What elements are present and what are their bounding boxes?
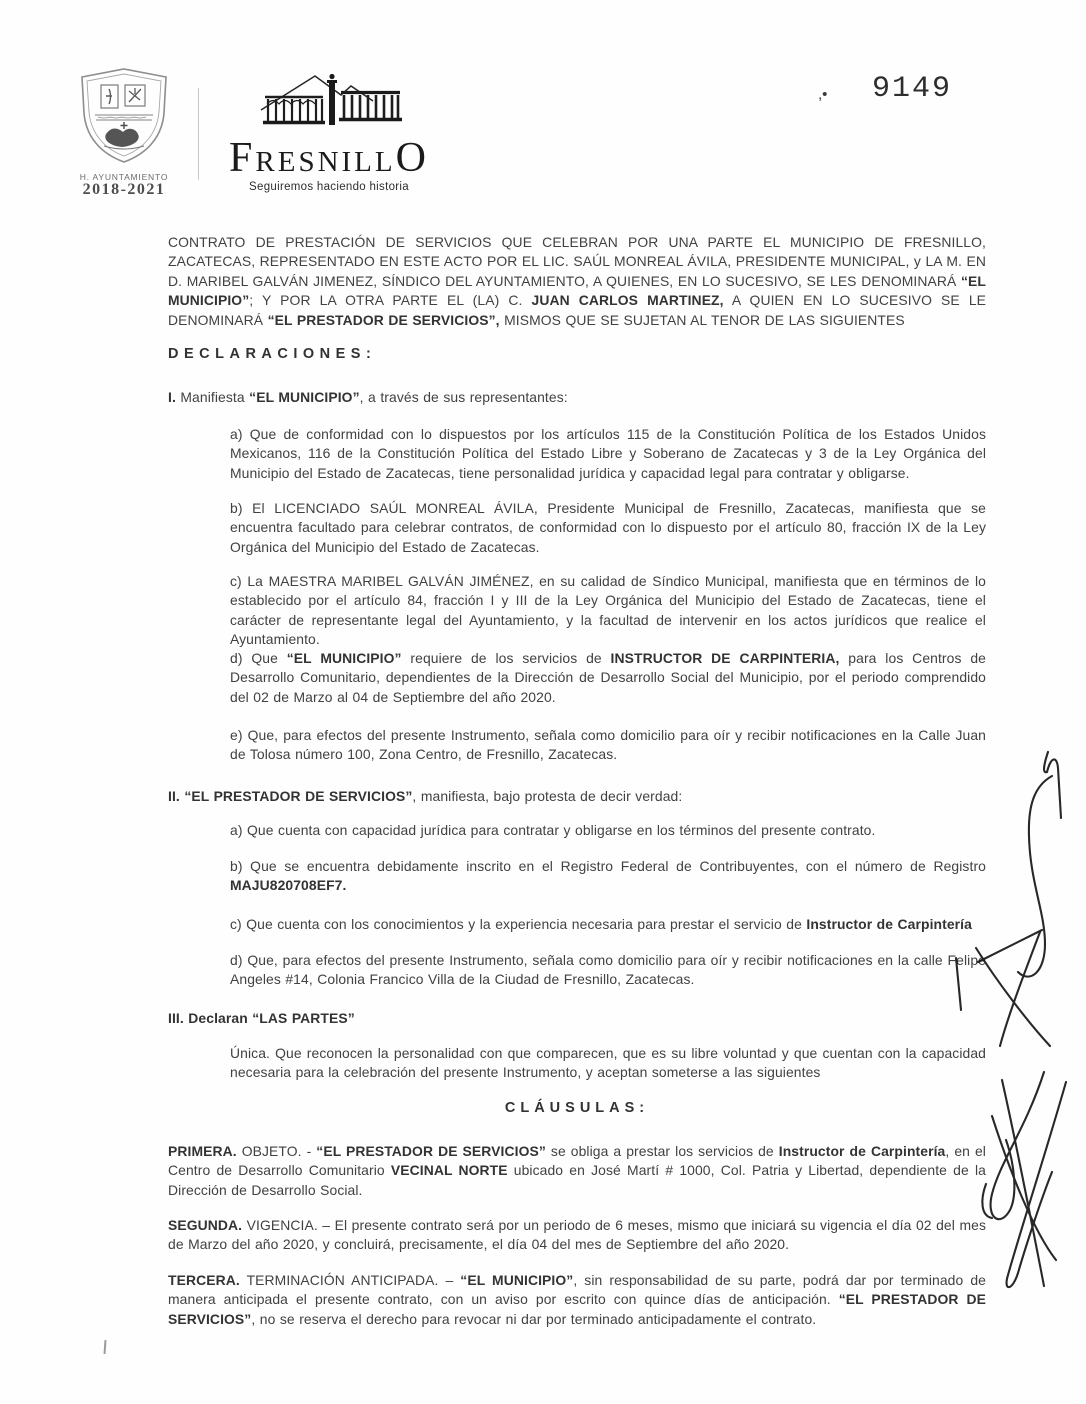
text-run: CONTRATO DE PRESTACIÓN DE SERVICIOS QUE CELEBRAN POR UNA PARTE EL MUNICIPIO DE FRESNILLO, ZACATECAS, REPRESENTADO EN ESTE ACTO POR EL LIC. SAÚL MONREAL ÁVILA, PRESIDENTE MUNICIPAL, y LA M. EN D. MARIBEL GALVÁN JIMENEZ, SÍNDICO DEL AYUNTAMIENTO, A QUIENES, EN LO SUCESIVO, SE LES DENOMINARÁ xyxy=(168,234,986,289)
text-run: Instructor de Carpintería xyxy=(806,916,972,932)
text-run: “EL MUNICIPIO” xyxy=(460,1272,574,1288)
logo-letter-o: O xyxy=(395,135,429,181)
text-run: “EL MUNICIPIO” xyxy=(286,650,402,666)
text-run: c) La MAESTRA MARIBEL GALVÁN JIMÉNEZ, en su calidad de Síndico Municipal, manifiesta que en términos de lo establecido por el artículo 84, fracción I y III de la Ley Orgánica del Municipio del Estado de Zacatecas, tiene el carácter de representante legal del Ayuntamiento, y la facultad de intervenir en los actos jurídicos que realice el Ayuntamiento. xyxy=(230,573,986,648)
text-run: requiere de los servicios de xyxy=(401,650,611,666)
text-run: VIGENCIA. – El presente contrato será por un periodo de 6 meses, mismo que iniciará su vigencia el día 02 del mes de Marzo del año 2020, y concluirá, precisamente, el día 04 del mes de Septiembre del año 2020. xyxy=(168,1217,986,1253)
text-run: b) Que se encuentra debidamente inscrito en el Registro Federal de Contribuyentes, con el número de Registro xyxy=(230,858,986,874)
section-i-heading xyxy=(168,388,986,407)
section-i-item-e xyxy=(230,726,986,765)
text-run: A QUIEN EN LO SUCESIVO SE LE DENOMINARÁ xyxy=(168,292,987,328)
text-run: para los Centros de Desarrollo Comunitario, dependientes de la Dirección de Desarrollo Social del Municipio, por el periodo comprendido del 02 de Marzo al 04 de Septiembre del año 2020. xyxy=(230,650,986,705)
text-run: “EL PRESTADOR DE SERVICIOS” xyxy=(168,1291,986,1327)
section-ii-item-d xyxy=(230,951,986,990)
section-iii-heading xyxy=(168,1009,986,1028)
text-run: MISMOS QUE SE SUJETAN AL TENOR DE LAS SIGUIENTES xyxy=(499,311,905,328)
text-run: OBJETO. - xyxy=(236,1143,317,1159)
header-divider xyxy=(198,88,199,180)
logo-wordmark xyxy=(220,137,438,179)
declaraciones-heading: DECLARACIONES: xyxy=(168,346,377,362)
clausula-tercera xyxy=(168,1271,986,1329)
section-i-item-a xyxy=(230,425,986,483)
text-run: “EL MUNICIPIO” xyxy=(168,272,986,309)
text-run: se obliga a prestar los servicios de xyxy=(545,1143,779,1159)
crest-years: 2018-2021 xyxy=(82,181,166,198)
text-run: TERMINACIÓN ANTICIPADA. – xyxy=(239,1272,461,1288)
text-run: ; Y POR LA OTRA PARTE EL (LA) C. xyxy=(249,292,532,309)
text-run: TERCERA. xyxy=(168,1272,240,1288)
intro-paragraph xyxy=(168,233,986,330)
text-run: , no se reserva el derecho para revocar ni dar por terminado anticipadamente el contrato. xyxy=(251,1310,817,1327)
text-run: INSTRUCTOR DE CARPINTERIA, xyxy=(610,650,840,666)
section-i-item-d xyxy=(230,649,986,707)
text-run: e) Que, para efectos del presente Instrumento, señala como domicilio para oír y recibir notificaciones en la Calle Juan de Tolosa número 100, Zona Centro, de Fresnillo, Zacatecas. xyxy=(230,727,986,763)
text-run: Instructor de Carpintería xyxy=(778,1143,946,1159)
clausula-primera xyxy=(168,1142,986,1200)
handwritten-signature-scribble xyxy=(948,732,1080,1347)
text-run: II. xyxy=(168,788,180,804)
clausula-segunda xyxy=(168,1216,986,1255)
text-run: MAJU820708EF7. xyxy=(230,877,347,894)
text-run: SEGUNDA. xyxy=(168,1217,243,1233)
text-run: d) Que, para efectos del presente Instrumento, señala como domicilio para oír y recibir notificaciones en la calle Felipe Angeles #14, Colonia Francico Villa de la Ciudad de Fresnillo, Zacatecas. xyxy=(230,952,986,988)
text-run: “EL MUNICIPIO” xyxy=(249,389,360,405)
section-ii-item-b xyxy=(230,857,986,896)
text-run: “EL PRESTADOR DE SERVICIOS”, xyxy=(267,311,500,328)
unica-paragraph xyxy=(230,1044,986,1083)
scan-artifact-mark xyxy=(104,1340,107,1354)
text-run: III. Declaran “LAS PARTES” xyxy=(168,1010,355,1026)
text-run: , manifiesta, bajo protesta de decir verdad: xyxy=(412,788,683,804)
text-run: d) Que xyxy=(230,650,287,666)
text-run: Única. Que reconocen la personalidad con que comparecen, que es su libre voluntad y que cuentan con la capacidad necesaria para la celebración del presente Instrumento, y aceptan someterse a las siguientes xyxy=(230,1045,986,1081)
logo-letter-f: F xyxy=(229,135,256,181)
municipal-coat-of-arms xyxy=(72,66,176,198)
text-run: a) Que cuenta con capacidad jurídica para contratar y obligarse en los términos del presente contrato. xyxy=(230,822,876,838)
coat-of-arms-shield-icon xyxy=(76,66,172,166)
section-ii-heading xyxy=(168,787,986,806)
section-ii-item-c xyxy=(230,915,986,934)
crest-caption: H. AYUNTAMIENTO xyxy=(79,172,169,182)
text-run: Manifiesta xyxy=(175,389,250,405)
text-run: VECINAL NORTE xyxy=(390,1162,508,1179)
section-ii-item-a xyxy=(230,821,986,840)
logo-tagline: Seguiremos haciendo historia xyxy=(249,181,409,193)
stamp-ink-mark: ,• xyxy=(818,86,828,103)
folio-stamp-number: 9149 xyxy=(872,72,953,106)
section-i-item-c xyxy=(230,572,986,650)
text-run: , sin responsabilidad de su parte, podrá dar por terminado de manera anticipada el presente contrato, con un aviso por escrito con quince días de anticipación. xyxy=(168,1272,986,1308)
logo-letters-mid: RESNILL xyxy=(255,146,396,178)
text-run: , en el Centro de Desarrollo Comunitario xyxy=(168,1143,986,1179)
text-run: a) Que de conformidad con lo dispuestos por los artículos 115 de la Constitución Política de los Estados Unidos Mexicanos, 116 de la Constitución Política del Estado Libre y Soberano de Zacatecas y 3 de la Ley Orgánica del Municipio del Estado de Zacatecas, tiene personalidad jurídica y capacidad legal para contratar y obligarse. xyxy=(230,426,986,481)
text-run: “EL PRESTADOR DE SERVICIOS” xyxy=(184,788,413,804)
text-run: PRIMERA. xyxy=(168,1143,237,1159)
text-run: “EL PRESTADOR DE SERVICIOS” xyxy=(316,1143,546,1159)
text-run: b) El LICENCIADO SAÚL MONREAL ÁVILA, Presidente Municipal de Fresnillo, Zacatecas, manifiesta que se encuentra facultado para celebrar contratos, de conformidad con lo dispuesto por el artículo 80, fracción IX de la Ley Orgánica del Municipio del Estado de Zacatecas. xyxy=(230,500,986,555)
text-run: ubicado en José Martí # 1000, Col. Patria y Libertad, dependiente de la Dirección de Desarrollo Social. xyxy=(168,1162,986,1198)
section-i-item-b xyxy=(230,499,986,557)
text-run: , a través de sus representantes: xyxy=(359,389,568,405)
fresnillo-kiosk-icon xyxy=(253,70,405,132)
text-run: I. xyxy=(168,389,176,405)
text-run: c) Que cuenta con los conocimientos y la experiencia necesaria para prestar el servicio de xyxy=(230,916,807,932)
clausulas-heading: CLÁUSULAS: xyxy=(504,1100,650,1116)
fresnillo-logo xyxy=(220,70,438,193)
text-run: JUAN CARLOS MARTINEZ, xyxy=(531,292,724,309)
